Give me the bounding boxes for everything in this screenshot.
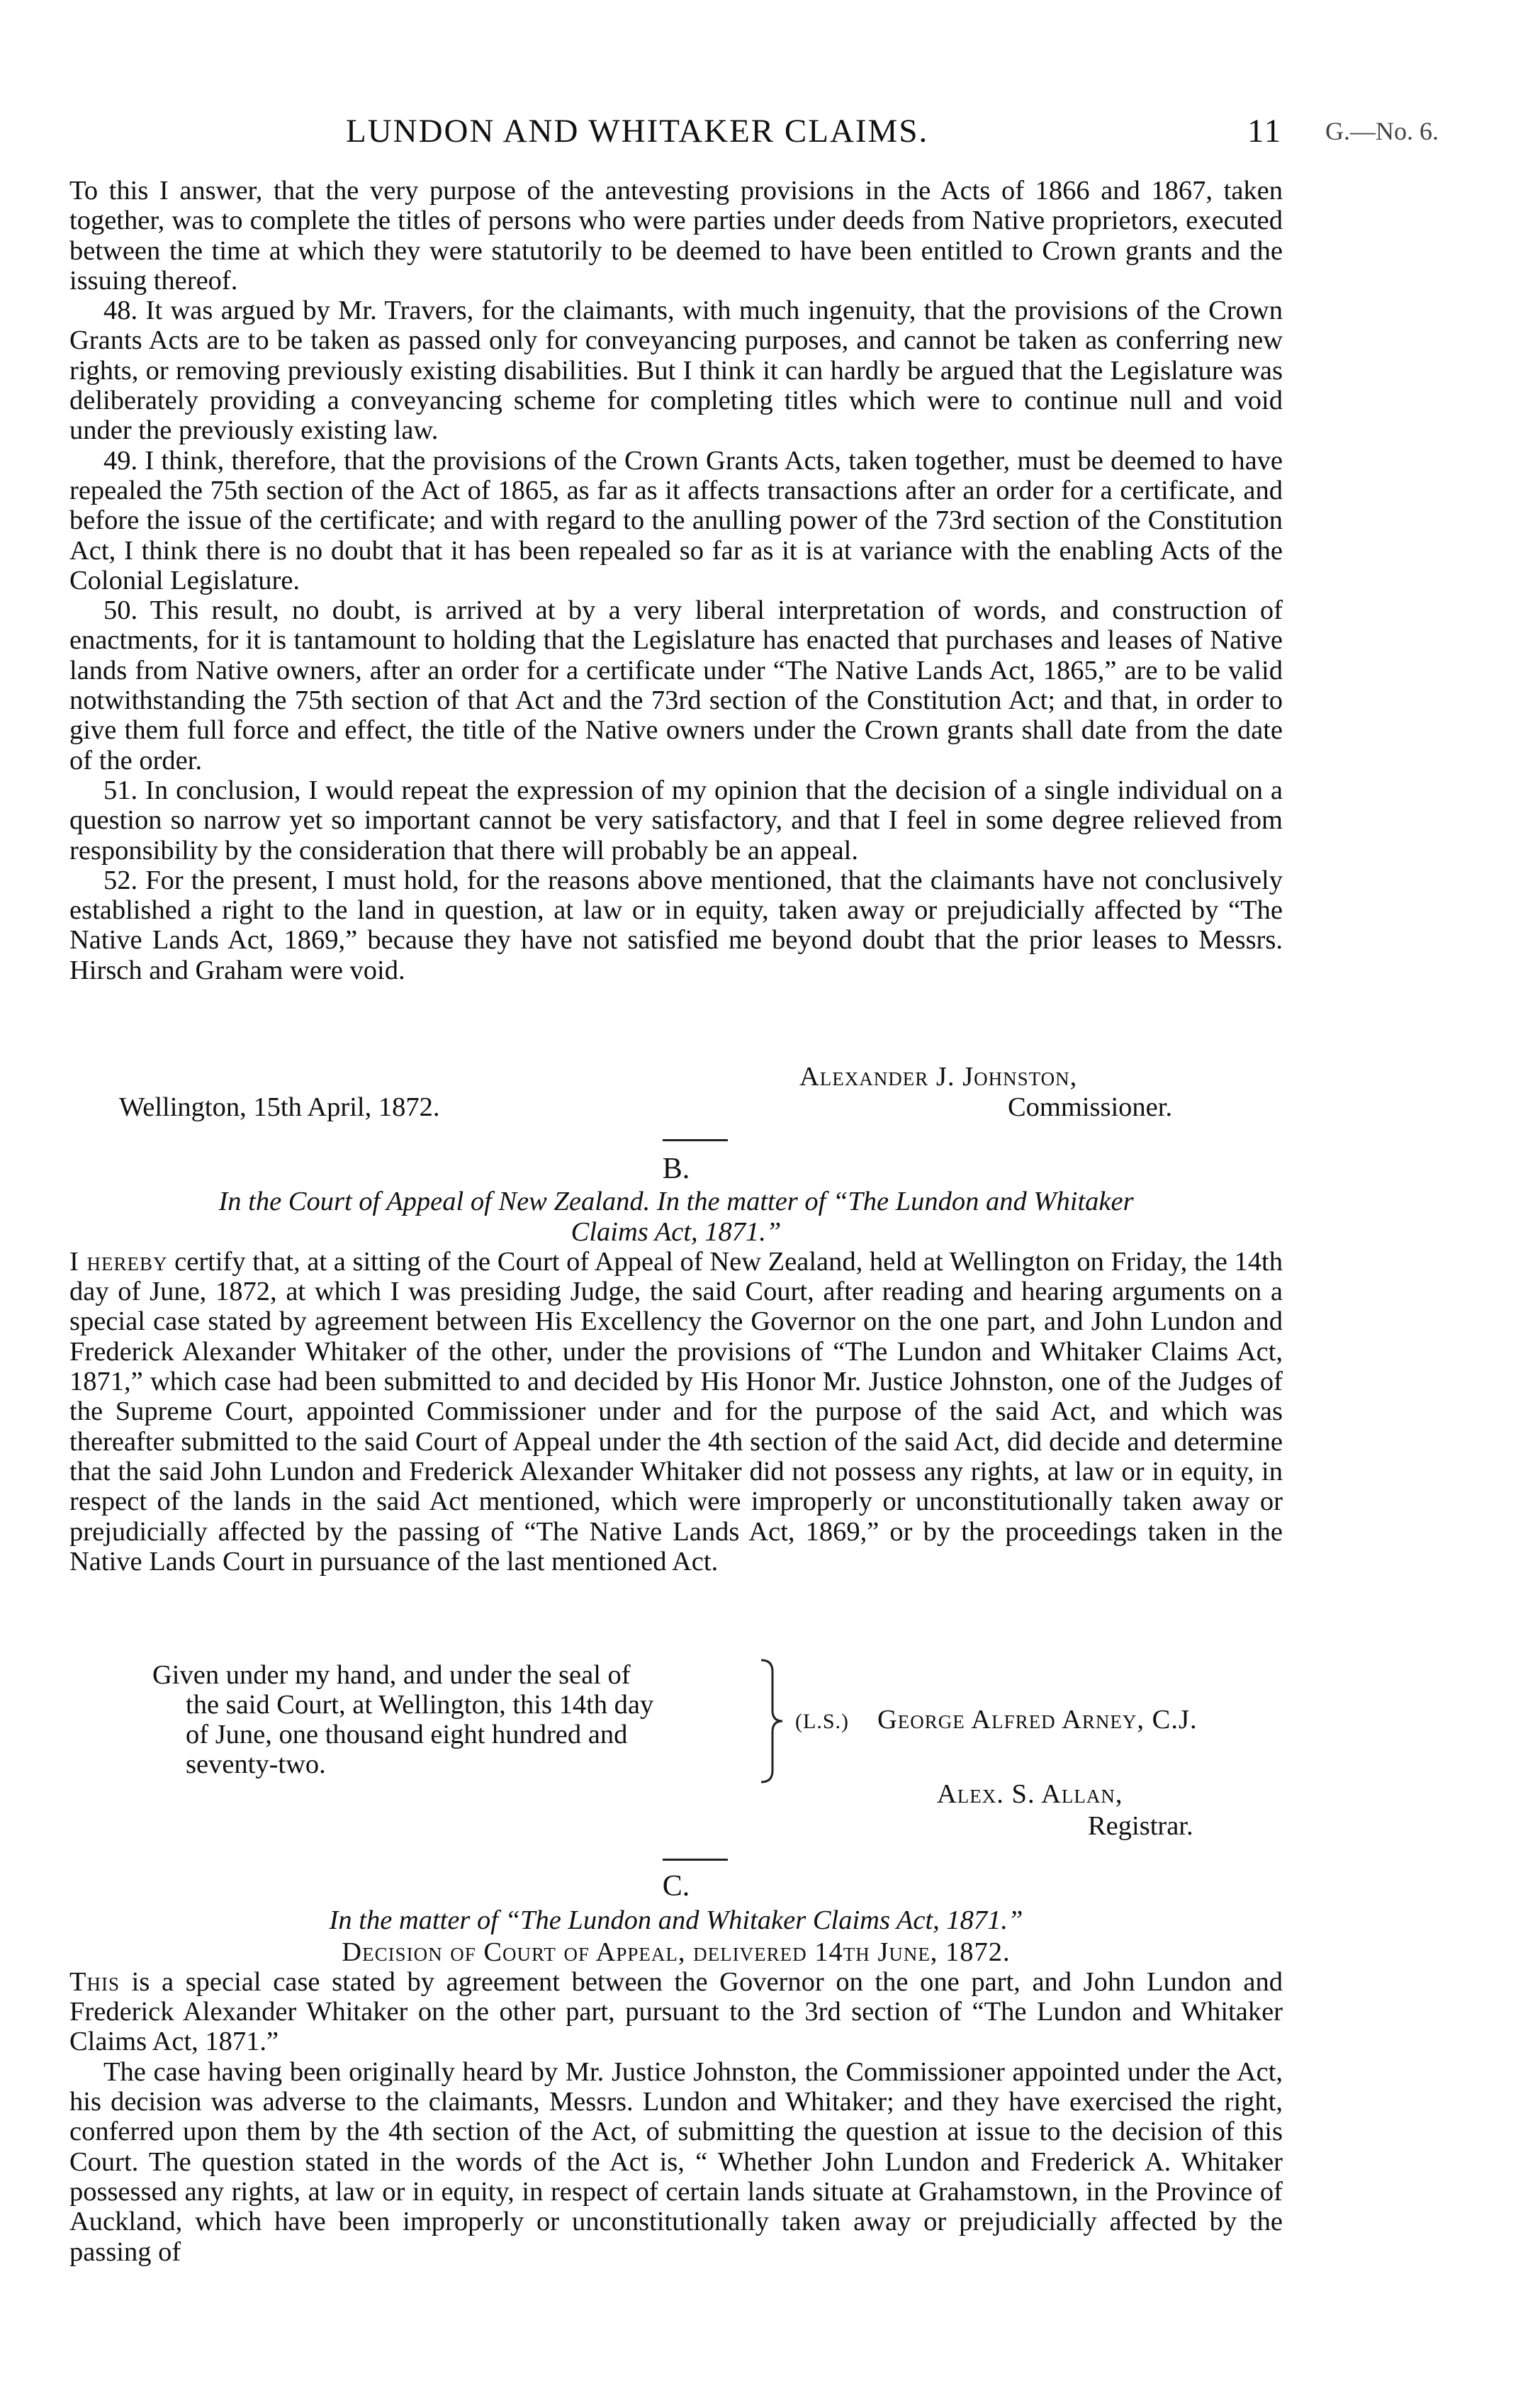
given-line-3: of June, one thousand eight hundred and	[186, 1720, 628, 1749]
paragraph-51: 51. In conclusion, I would repeat the expression of my opinion that the decision of a single individual on a question so narrow yet so important cannot be very satisfactory, and that I feel in some degree relieved from responsibility by the consideration that there will probably be an appeal.	[69, 775, 1283, 866]
certificate-heading-line2: Claims Act, 1871.”	[571, 1216, 782, 1247]
running-header	[0, 112, 1540, 155]
commissioner-title: Commissioner.	[1008, 1092, 1173, 1122]
decision-paragraph-1	[69, 1967, 1283, 2057]
registrar-name: Alex. S. Allan,	[937, 1779, 1123, 1809]
paragraph-49: 49. I think, therefore, that the provisions of the Crown Grants Acts, taken together, must be deemed to have repealed the 75th section of the Act of 1865, as far as it affects transactions after an order for a certificate, and before the issue of the certificate; and with regard to the anulling power of the 73rd section of the Constitution Act, I think there is no doubt that it has been repealed so far as it is at variance with the enabling Acts of the Colonial Legislature.	[69, 445, 1283, 595]
judgment-continuation	[69, 176, 1283, 985]
page-number: 11	[1247, 113, 1283, 150]
decision-section	[69, 1871, 1283, 2267]
given-line-1: Given under my hand, and under the seal of	[152, 1660, 631, 1690]
decision-text-1: is a special case stated by agreement between the Governor on the one part, and John Lundon and Frederick Alexander Whitaker on the other part, pursuant to the 3rd section of “The Lundon and Whitaker Claims Act, 1871.”	[69, 1966, 1283, 2057]
paragraph-50: 50. This result, no doubt, is arrived at by a very liberal interpretation of words, and construction of enactments, for it is tantamount to holding that the Legislature has enacted that purchases and leases of Native lands from Native owners, after an order for a certificate under “The Native Lands Act, 1865,” are to be valid notwithstanding the 75th section of that Act and the 73rd section of the Constitution Act; and that, in order to give them full force and effect, the title of the Native owners under the Crown grants shall date from the date of the order.	[69, 595, 1283, 775]
header-title: LUNDON AND WHITAKER CLAIMS.	[346, 113, 929, 150]
section-divider	[663, 1859, 728, 1861]
opening-small-caps: This	[69, 1966, 120, 1997]
decision-subheading: Decision of Court of Appeal, delivered 14th June, 1872.	[342, 1937, 1011, 1967]
paragraph: To this I answer, that the very purpose of the antevesting provisions in the Acts of 1866 and 1867, taken together, was to complete the titles of persons who were parties under deeds from Native proprietors, executed between the time at which they were statutorily to be deemed to have been entitled to Crown grants and the issuing thereof.	[69, 176, 1283, 296]
decision-heading: In the matter of “The Lundon and Whitaker Claims Act, 1871.”	[329, 1905, 1023, 1936]
seal-mark: (L.S.)	[795, 1710, 849, 1733]
certificate-text: certify that, at a sitting of the Court of Appeal of New Zealand, held at Wellington on Friday, the 14th day of June, 1872, at which I was presiding Judge, the said Court, after reading and hearing arguments on a special case stated by agreement between His Excellency the Governor on the one part, and John Lundon and Frederick Alexander Whitaker of the other, under the provisions of “The Lundon and Whitaker Claims Act, 1871,” which case had been submitted to and decided by His Honor Mr. Justice Johnston, one of the Judges of the Supreme Court, appointed Commissioner under and for the purpose of the said Act, and which was thereafter submitted to the said Court of Appeal under the 4th section of the said Act, did decide and determine that the said John Lundon and Frederick Alexander Whitaker did not possess any rights, at law or in equity, in respect of the lands in the said Act mentioned, which were improperly or unconstitutionally taken away or prejudicially affected by the passing of “The Native Lands Act, 1869,” or by the proceedings taken in the Native Lands Court in pursuance of the last mentioned Act.	[69, 1246, 1283, 1576]
registrar-title: Registrar.	[1088, 1811, 1193, 1841]
paragraph-52: 52. For the present, I must hold, for the reasons above mentioned, that the claimants have not conclusively established a right to the land in question, at law or in equity, taken away or prejudicially affected by “The Native Lands Act, 1869,” because they have not satisfied me beyond doubt that the prior leases to Messrs. Hirsch and Graham were void.	[69, 865, 1283, 985]
section-divider	[663, 1139, 728, 1141]
paragraph-48: 48. It was argued by Mr. Travers, for the claimants, with much ingenuity, that the provisions of the Crown Grants Acts are to be taken as passed only for conveyancing purposes, and cannot be taken as conferring new rights, or removing previously existing disabilities. But I think it can hardly be argued that the Legislature was deliberately providing a conveyancing scheme for completing titles which were to continue null and void under the previously existing law.	[69, 296, 1283, 446]
chief-justice-signature: George Alfred Arney, C.J.	[877, 1705, 1198, 1735]
given-line-4: seventy-two.	[186, 1749, 326, 1779]
certificate-heading-line1: In the Court of Appeal of New Zealand. In the matter of “The Lundon and Whitaker	[218, 1187, 1134, 1217]
given-line-2: the said Court, at Wellington, this 14th day	[186, 1690, 654, 1720]
certificate-section	[69, 1154, 1283, 1576]
opening-small-caps: I hereby	[69, 1246, 168, 1277]
curly-brace	[758, 1657, 787, 1785]
decision-paragraph-2: The case having been originally heard by Mr. Justice Johnston, the Commissioner appointed under the Act, his decision was adverse to the claimants, Messrs. Lundon and Whitaker; and they have exercised the right, conferred upon them by the 4th section of the Act, of submitting the question at issue to the decision of this Court. The question stated in the words of the Act is, “ Whether John Lundon and Frederick A. Whitaker possessed any rights, at law or in equity, in respect of certain lands situate at Grahamstown, in the Province of Auckland, which have been improperly or unconstitutionally taken away or prejudicially affected by the passing of	[69, 2056, 1283, 2267]
commissioner-name: Alexander J. Johnston,	[799, 1062, 1078, 1092]
place-date: Wellington, 15th April, 1872.	[119, 1092, 440, 1122]
certificate-body	[69, 1247, 1283, 1576]
paper-reference: G.—No. 6.	[1325, 117, 1439, 145]
section-letter-c: C.	[662, 1870, 690, 1903]
section-letter-b: B.	[662, 1153, 690, 1185]
